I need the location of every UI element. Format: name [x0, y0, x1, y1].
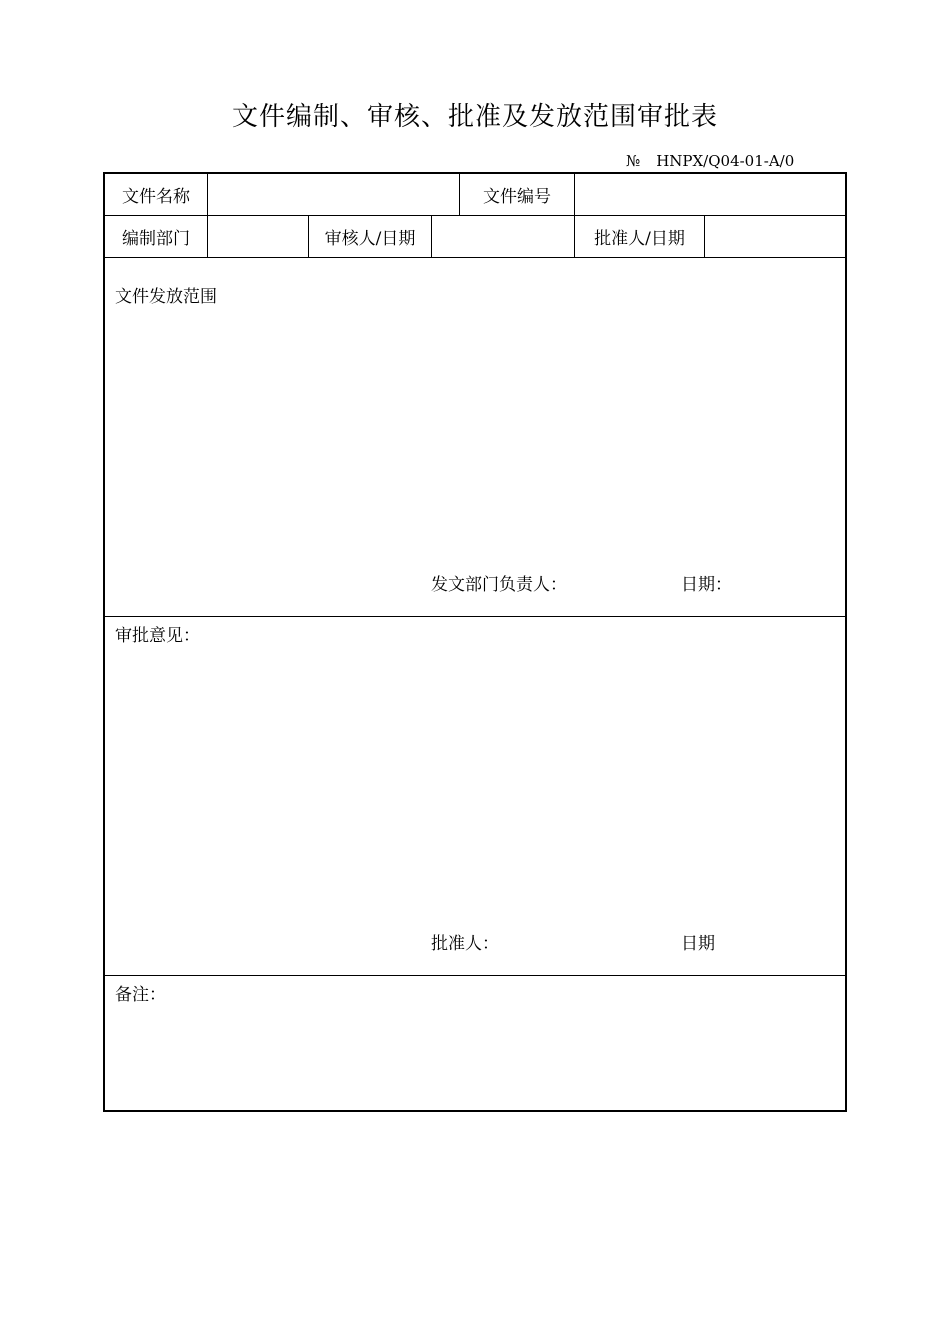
distribution-section[interactable] — [105, 258, 845, 617]
approval-date-label: 日期 — [681, 934, 715, 954]
file-number-label: 文件编号 — [460, 174, 575, 215]
distribution-signer-label: 发文部门负责人： — [431, 575, 567, 595]
distribution-date-label: 日期： — [681, 575, 732, 595]
dept-field[interactable] — [208, 216, 309, 257]
page-title: 文件编制、审核、批准及发放范围审批表 — [231, 102, 718, 132]
approval-opinion-section[interactable] — [105, 617, 845, 976]
dept-label: 编制部门 — [105, 216, 208, 257]
approval-approver-label: 批准人： — [431, 934, 499, 954]
approver-date-label: 批准人/日期 — [575, 216, 705, 257]
reviewer-date-field[interactable] — [432, 216, 575, 257]
number-sign: № — [626, 152, 641, 170]
approval-form — [103, 172, 847, 1112]
approval-opinion-label: 审批意见： — [115, 626, 200, 646]
document-number — [626, 152, 794, 170]
remarks-label: 备注： — [115, 985, 166, 1005]
remarks-section[interactable] — [105, 976, 845, 1110]
approver-date-field[interactable] — [705, 216, 845, 257]
form-row-responsibility — [105, 216, 845, 258]
file-number-field[interactable] — [575, 174, 845, 215]
file-name-field[interactable] — [208, 174, 460, 215]
reviewer-date-label: 审核人/日期 — [309, 216, 432, 257]
document-code: HNPX/Q04-01-A/0 — [656, 152, 795, 170]
distribution-label: 文件发放范围 — [115, 287, 217, 307]
form-row-file-info — [105, 174, 845, 216]
file-name-label: 文件名称 — [105, 174, 208, 215]
